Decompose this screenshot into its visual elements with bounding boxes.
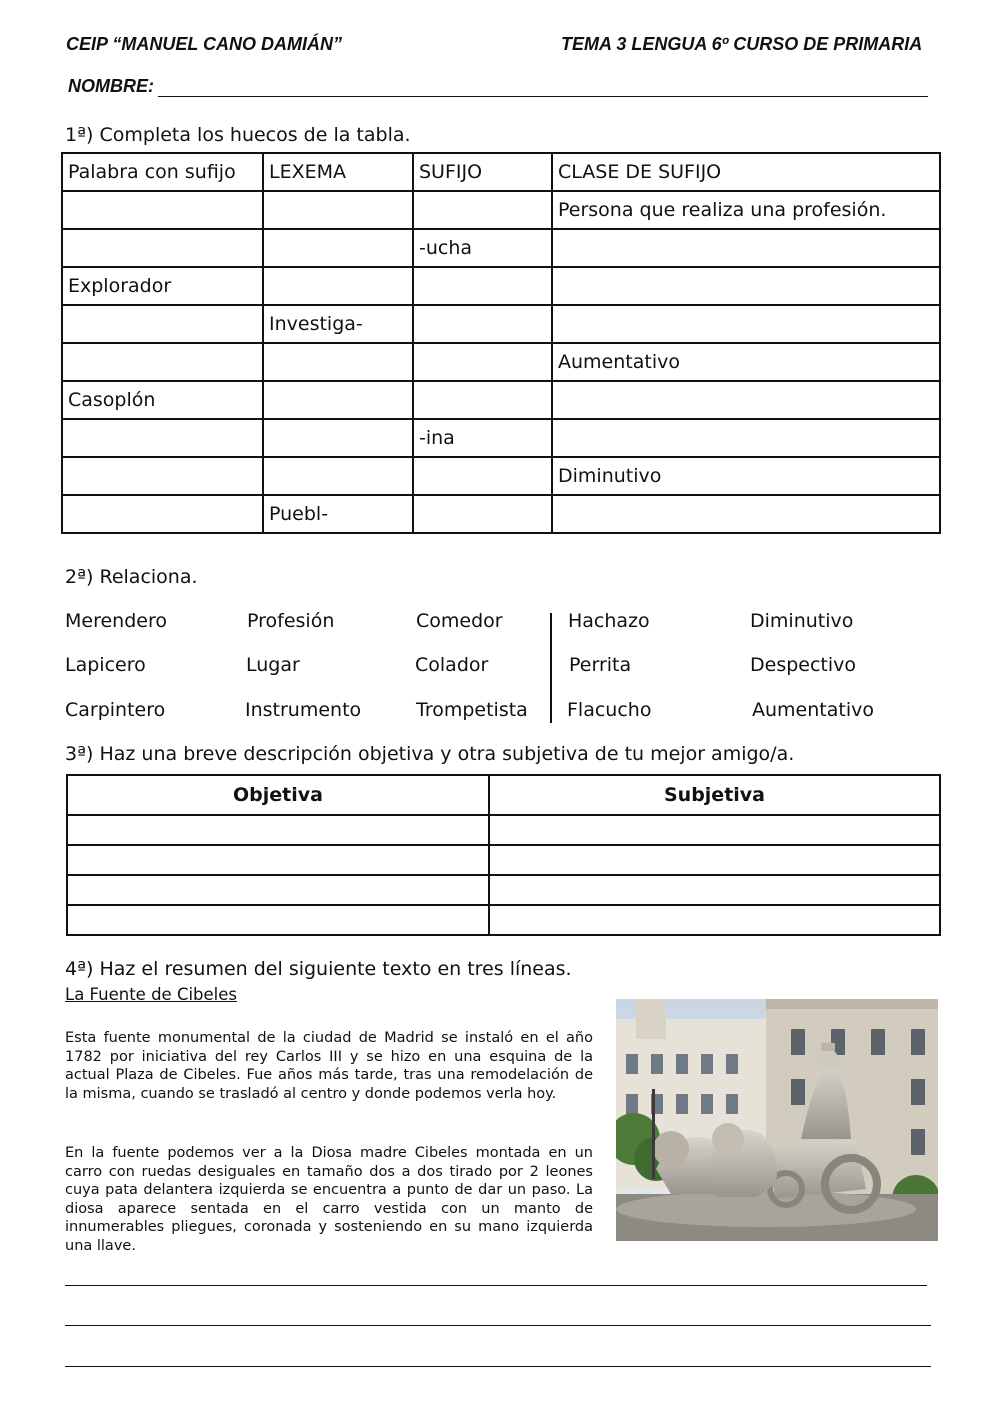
text-title: La Fuente de Cibeles [65,985,238,1004]
blank-cell[interactable] [413,457,552,495]
given-cell: Casoplón [62,381,263,419]
blank-cell[interactable] [552,267,940,305]
relate-word: Despectivo [750,654,857,676]
relate-word: Instrumento [245,699,362,721]
column-header: Palabra con sufijo [62,153,263,191]
blank-cell[interactable] [62,191,263,229]
blank-cell[interactable] [62,457,263,495]
table-row [62,457,940,495]
blank-cell[interactable] [62,305,263,343]
relate-word: Lugar [246,654,300,676]
relate-word: Flacucho [567,699,652,721]
text-paragraph-1: Esta fuente monumental de la ciudad de Madrid se instaló en el año 1782 por iniciativa del rey Carlos III y se hizo en una esquina de la actual Plaza de Cibeles. Fue años más tarde, tras una remodelación de la misma, cuando se trasladó al centro y donde podemos verla hoy. [65,1030,593,1102]
exercise3-title: 3ª) Haz una breve descripción objetiva y otra subjetiva de tu mejor amigo/a. [65,743,795,765]
given-cell: Diminutivo [552,457,940,495]
relate-word: Lapicero [65,654,146,676]
relate-divider [550,613,552,723]
blank-cell[interactable] [413,381,552,419]
blank-cell[interactable] [263,229,413,267]
blank-cell[interactable] [62,343,263,381]
school-name: CEIP “MANUEL CANO DAMIÁN” [66,34,343,54]
relate-word: Aumentativo [752,699,874,721]
name-label: NOMBRE: [68,76,154,96]
text-paragraph-2: En la fuente podemos ver a la Diosa madre Cibeles montada en un carro con ruedas desiguales en tamaño dos a dos tirado por 2 leones cuya pata delantera izquierda se encuentra a punto de dar un paso. La diosa aparece sentada en el carro vestida con un manto de innumerables pliegues, coronada y sosteniendo en su mano izquierda una llave. [65,1145,593,1254]
blank-cell[interactable] [552,419,940,457]
table-row [62,191,940,229]
relate-word: Merendero [65,610,167,632]
answer-cell[interactable] [67,875,489,905]
column-header: LEXEMA [263,153,413,191]
blank-cell[interactable] [413,495,552,533]
blank-cell[interactable] [552,229,940,267]
exercise1-title: 1ª) Completa los huecos de la tabla. [65,124,411,146]
blank-cell[interactable] [62,229,263,267]
relate-word: Profesión [247,610,335,632]
answer-cell[interactable] [67,905,489,935]
answer-cell[interactable] [67,815,489,845]
answer-cell[interactable] [489,905,940,935]
relate-word: Carpintero [65,699,166,721]
answer-line-2[interactable] [65,1325,931,1326]
answer-cell[interactable] [489,815,940,845]
answer-cell[interactable] [67,845,489,875]
column-subjetiva: Subjetiva [489,775,940,815]
blank-cell[interactable] [62,419,263,457]
given-cell: Explorador [62,267,263,305]
given-cell: Aumentativo [552,343,940,381]
table-row [62,305,940,343]
blank-cell[interactable] [263,267,413,305]
cibeles-fountain-image [616,999,938,1241]
relate-word: Trompetista [416,699,528,721]
table-row [62,419,940,457]
column-header: SUFIJO [413,153,552,191]
exercise2-title: 2ª) Relaciona. [65,566,198,588]
relate-word: Perrita [569,654,632,676]
table-row [62,267,940,305]
given-cell: Puebl- [263,495,413,533]
given-cell: Investiga- [263,305,413,343]
blank-cell[interactable] [263,419,413,457]
blank-cell[interactable] [62,495,263,533]
blank-cell[interactable] [413,343,552,381]
blank-cell[interactable] [413,267,552,305]
relate-word: Comedor [416,610,503,632]
relate-word: Colador [415,654,489,676]
given-cell: -ina [413,419,552,457]
answer-line-1[interactable] [65,1285,927,1286]
blank-cell[interactable] [263,381,413,419]
table-row [62,495,940,533]
given-cell: -ucha [413,229,552,267]
blank-cell[interactable] [413,191,552,229]
name-line[interactable] [158,96,928,97]
column-objetiva: Objetiva [67,775,489,815]
blank-cell[interactable] [552,305,940,343]
answer-line-3[interactable] [65,1366,931,1367]
answer-cell[interactable] [489,875,940,905]
blank-cell[interactable] [263,191,413,229]
blank-cell[interactable] [552,381,940,419]
table-row [62,343,940,381]
blank-cell[interactable] [263,343,413,381]
blank-cell[interactable] [552,495,940,533]
suffix-table [61,152,941,534]
blank-cell[interactable] [263,457,413,495]
exercise4-title: 4ª) Haz el resumen del siguiente texto en tres líneas. [65,958,572,980]
relate-word: Hachazo [568,610,650,632]
blank-cell[interactable] [413,305,552,343]
given-cell: Persona que realiza una profesión. [552,191,940,229]
subject-title: TEMA 3 LENGUA 6º CURSO DE PRIMARIA [561,34,923,54]
column-header: CLASE DE SUFIJO [552,153,940,191]
answer-cell[interactable] [489,845,940,875]
relate-word: Diminutivo [750,610,854,632]
description-table [66,774,941,936]
table-row [62,229,940,267]
table-row [62,381,940,419]
